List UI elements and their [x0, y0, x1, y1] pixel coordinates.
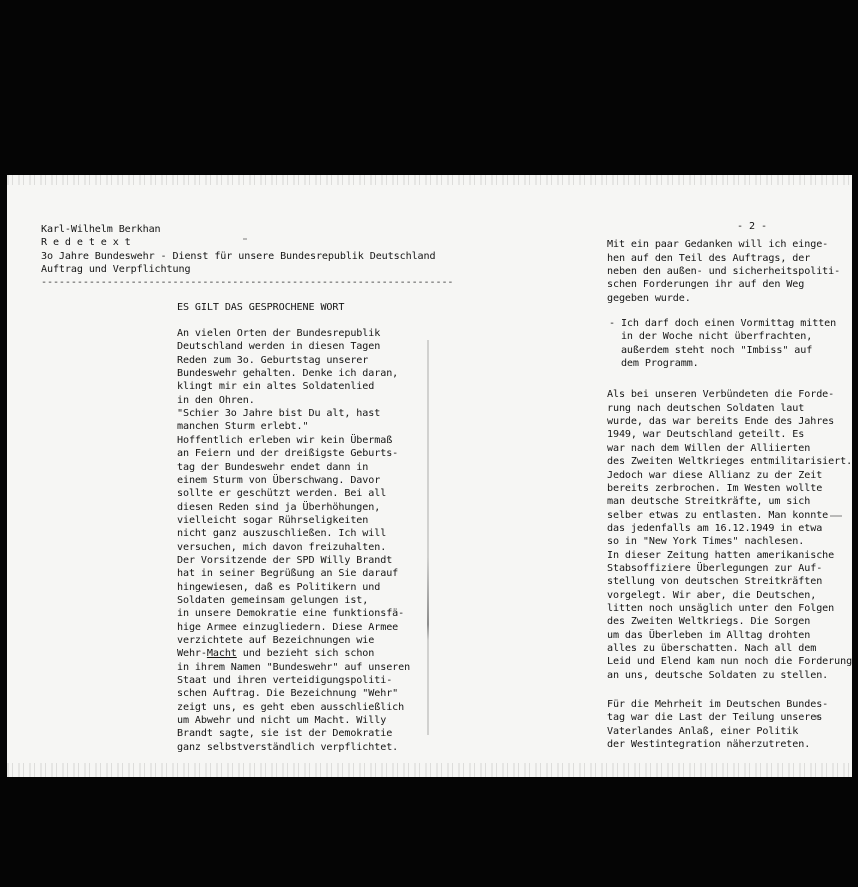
- body-line: war nach dem Willen der Alliierten: [607, 442, 811, 454]
- body-line: Vaterlandes Anlaß, einer Politik: [607, 725, 799, 737]
- left-page: [41, 223, 454, 754]
- paragraph: [607, 388, 852, 682]
- body-line: vielleicht sogar Rührseligkeiten: [177, 514, 369, 526]
- body-line: das jedenfalls am 16.12.1949 in etwa: [607, 522, 823, 534]
- speech-title: 3o Jahre Bundeswehr - Dienst für unsere Bundesrepublik Deutschland: [41, 250, 436, 262]
- body-line: In dieser Zeitung hatten amerikanische: [607, 549, 835, 561]
- body-line: in unsere Demokratie eine funktionsfä-: [177, 608, 405, 620]
- body-line: zeigt uns, es geht eben ausschließlich: [177, 701, 405, 713]
- body-line: 1949, war Deutschland geteilt. Es: [607, 429, 805, 441]
- paragraph: [607, 698, 837, 751]
- body-line: man deutsche Streitkräfte, um sich: [607, 496, 811, 508]
- body-line: an Feiern und der dreißigste Geburts-: [177, 448, 399, 460]
- body-line: hingewiesen, daß es Politikern und: [177, 581, 381, 593]
- body-line: manchen Sturm erlebt.": [177, 421, 309, 433]
- body-line: hige Armee einzugliedern. Diese Armee: [177, 621, 399, 633]
- header-rule: ---------------------------------------------------------------------: [41, 277, 454, 289]
- body-line: so in "New York Times" nachlesen.: [607, 536, 805, 548]
- body-line: alles zu überschatten. Nach all dem: [607, 642, 817, 654]
- body-line: hen auf den Teil des Auftrags, der: [607, 252, 811, 264]
- body-line: Der Vorsitzende der SPD Willy Brandt: [177, 554, 393, 566]
- body-line: in den Ohren.: [177, 394, 255, 406]
- body-line: Für die Mehrheit im Deutschen Bundes-: [607, 699, 829, 710]
- body-line: Mit ein paar Gedanken will ich einge-: [607, 239, 829, 251]
- body-line: Hoffentlich erleben wir kein Übermaß: [177, 434, 393, 446]
- page-number: - 2 -: [737, 221, 767, 232]
- body-line: Brandt sagte, sie ist der Demokratie: [177, 728, 393, 740]
- body-line: nicht ganz auszuschließen. Ich will: [177, 528, 387, 540]
- right-page: [607, 220, 852, 763]
- body-line: Als bei unseren Verbündeten die Forde-: [607, 389, 835, 401]
- body-line: Leid und Elend kam nun noch die Forderung: [607, 656, 852, 668]
- spoken-word-notice: ES GILT DAS GESPROCHENE WORT: [177, 301, 345, 313]
- bullet-line: außerdem steht noch "Imbiss" auf: [609, 344, 813, 356]
- document-type: R e d e t e x t: [41, 237, 131, 249]
- body-line: "Schier 3o Jahre bist Du alt, hast: [177, 408, 381, 420]
- bullet-line: - Ich darf doch einen Vormittag mitten: [609, 318, 837, 330]
- body-line: klingt mir ein altes Soldatenlied: [177, 381, 375, 393]
- body-line: des Zweiten Weltkriegs. Die Sorgen: [607, 616, 811, 628]
- body-line: hat in seiner Begrüßung an Sie darauf: [177, 568, 399, 580]
- body-line: Stabsoffiziere Überlegungen zur Auf-: [607, 562, 823, 574]
- text-fragment: und bezieht sich schon: [236, 648, 375, 660]
- body-line: um das Überleben im Alltag drohten: [607, 629, 811, 641]
- body-line: schen Auftrag. Die Bezeichnung "Wehr": [177, 688, 399, 700]
- body-line: wurde, das war bereits Ende des Jahres: [607, 416, 835, 428]
- scanned-document-spread: [7, 175, 852, 777]
- body-line: tag der Bundeswehr endet dann in: [177, 461, 369, 473]
- author-name: Karl-Wilhelm Berkhan: [41, 224, 161, 235]
- body-line: um Abwehr und nicht um Macht. Willy: [177, 715, 387, 727]
- body-line: an uns, deutsche Soldaten zu stellen.: [607, 669, 829, 681]
- scan-noise-top: [7, 175, 852, 185]
- body-line: Soldaten gemeinsam gelungen ist,: [177, 594, 369, 606]
- body-line: An vielen Orten der Bundesrepublik: [177, 328, 381, 340]
- body-line: rung nach deutschen Soldaten laut: [607, 402, 805, 414]
- body-line: in ihrem Namen "Bundeswehr" auf unseren: [177, 661, 411, 673]
- body-line: stellung von deutschen Streitkräften: [607, 576, 823, 588]
- body-line-underlined: [177, 647, 421, 660]
- underlined-word: Macht: [206, 648, 237, 660]
- body-line: ganz selbstverständlich verpflichtet.: [177, 741, 399, 753]
- scan-noise-bottom: [7, 763, 852, 777]
- body-line: sollte er geschützt werden. Bei all: [177, 488, 387, 500]
- body-line: schen Forderungen ihr auf den Weg: [607, 279, 805, 291]
- body-line: Reden zum 3o. Geburtstag unserer: [177, 354, 369, 366]
- speech-body-left: [177, 327, 421, 754]
- body-line: des Zweiten Weltkrieges entmilitarisiert.: [607, 456, 852, 468]
- body-line: Jedoch war diese Allianz zu der Zeit: [607, 469, 823, 481]
- bullet-line: in der Woche nicht überfrachten,: [609, 331, 813, 343]
- body-line: selber etwas zu entlasten. Man konnte: [607, 509, 829, 521]
- body-line: Bundeswehr gehalten. Denke ich daran,: [177, 368, 399, 380]
- body-line: Deutschland werden in diesen Tagen: [177, 341, 381, 353]
- body-line: diesen Reden sind ja Überhöhungen,: [177, 501, 381, 513]
- body-line: neben den außen- und sicherheitspoliti-: [607, 266, 841, 278]
- body-line: litten noch unsäglich unter den Folgen: [607, 602, 835, 614]
- paragraph: [607, 238, 841, 305]
- body-line: Staat und ihren verteidigungspoliti-: [177, 675, 393, 686]
- body-line: einem Sturm von Überschwang. Davor: [177, 474, 381, 486]
- body-line: tag war die Last der Teilung unseres: [607, 712, 823, 724]
- body-line: verzichtete auf Bezeichnungen wie: [177, 634, 375, 646]
- text-fragment: Wehr-: [177, 648, 207, 660]
- page-divider: [427, 340, 429, 735]
- body-line: bereits zerbrochen. Im Westen wollte: [607, 482, 823, 494]
- body-line: der Westintegration näherzutreten.: [607, 739, 811, 751]
- speech-subtitle: Auftrag und Verpflichtung: [41, 264, 191, 276]
- body-line: gegeben wurde.: [607, 292, 691, 304]
- body-line: versuchen, mich davon freizuhalten.: [177, 541, 387, 553]
- body-line: vorgelegt. Wir aber, die Deutschen,: [607, 589, 817, 601]
- bullet-note: [609, 317, 837, 370]
- bullet-line: dem Programm.: [609, 358, 699, 370]
